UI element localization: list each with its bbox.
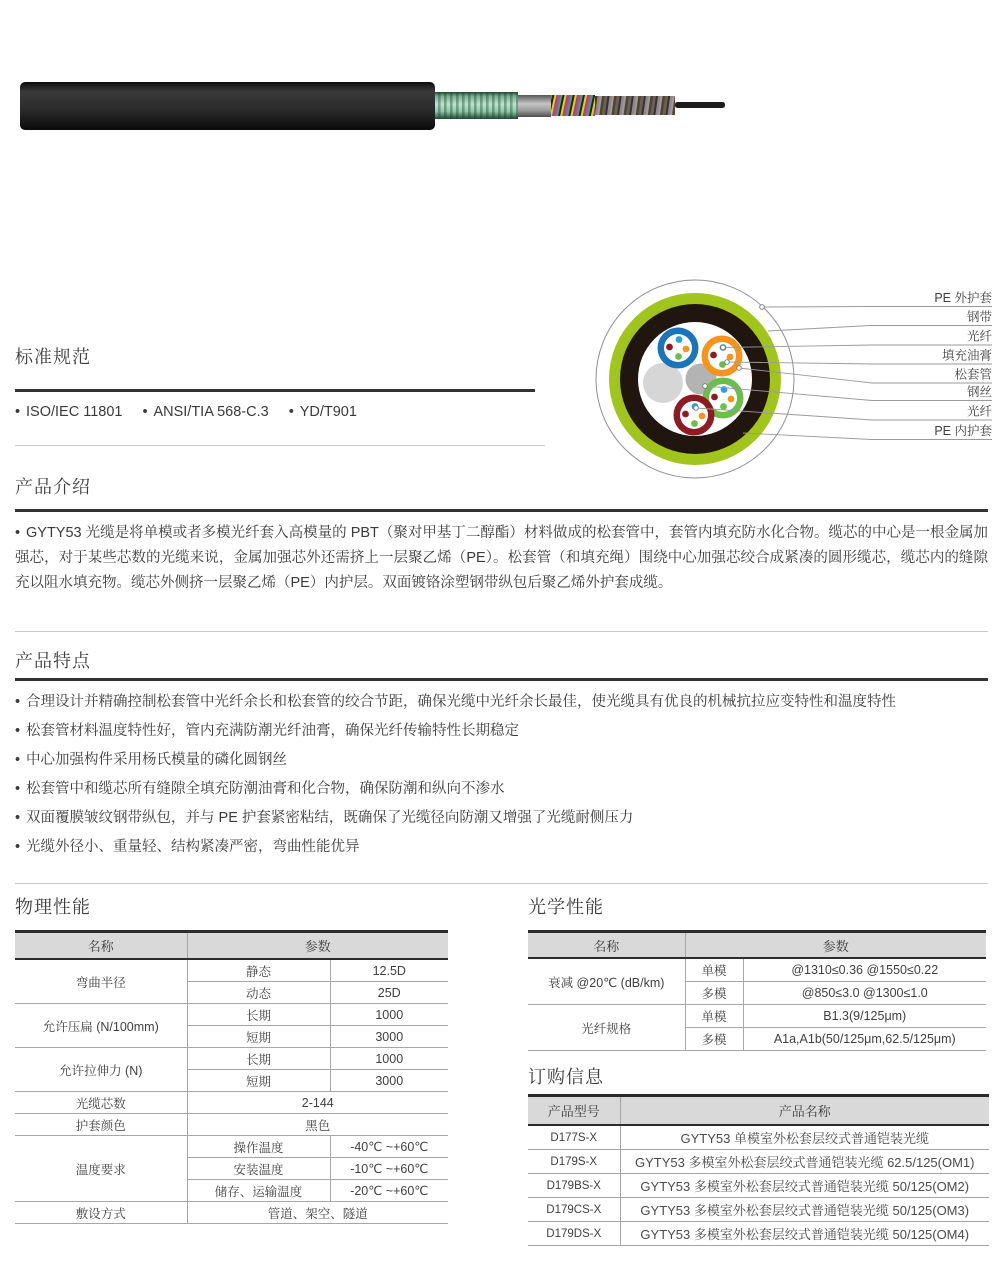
table-row: 光纤规格 单模 B1.3(9/125μm) xyxy=(528,1005,986,1028)
col-header-name: 名称 xyxy=(528,932,685,959)
intro-rule xyxy=(15,509,988,512)
cable-armor-corrugation xyxy=(435,92,518,119)
loose-tube-orange xyxy=(702,336,743,377)
ordering-title: 订购信息 xyxy=(528,1067,604,1087)
feature-item: • 中心加强构件采用杨氏模量的磷化圆钢丝 xyxy=(15,752,287,768)
standards-title: 标准规范 xyxy=(15,347,91,367)
feature-item: • 松套管材料温度特性好，管内充满防潮光纤油膏，确保光纤传输特性长期稳定 xyxy=(15,723,519,739)
col-header-model: 产品型号 xyxy=(528,1096,620,1126)
table-row: 衰减 @20℃ (dB/km) 单模 @1310≤0.36 @1550≤0.22 xyxy=(528,958,986,982)
intro-paragraph: • GYTY53 光缆是将单模或者多模光纤套入高模量的 PBT（聚对甲基丁二醇酯）材料做成的松套管中，套管内填充防水化合物。缆芯的中心是一根金属加强芯，对于某些芯数的光缆来说，金属加强芯外还需挤上一层聚乙烯（PE）。松套管（和填充绳）围绕中心加强芯绞合成紧凑的圆形缆芯，缆芯内的缝隙充以阻水填充物。缆芯外侧挤一层聚乙烯（PE）内护层。双面镀铬涂塑钢带纵包后聚乙烯外护套成缆。 xyxy=(15,525,988,591)
cable-central-strength-member xyxy=(675,102,725,108)
diagram-label-steel-tape: 钢带 xyxy=(966,310,992,324)
features-title: 产品特点 xyxy=(15,651,91,671)
table-row: 短期 3000 xyxy=(15,1070,448,1092)
cable-photo xyxy=(0,78,1000,138)
table-row: 安装温度 -10℃ ~+60℃ xyxy=(15,1158,448,1180)
table-row: 敷设方式 管道、架空、隧道 xyxy=(15,1202,448,1224)
features-divider xyxy=(15,883,988,884)
table-row: D179S-X GYTY53 多模室外松套层绞式普通铠装光缆 62.5/125(OM1) xyxy=(528,1150,989,1174)
diagram-label-filling-gel: 填充油膏 xyxy=(941,348,992,363)
intro-title: 产品介绍 xyxy=(15,477,91,497)
table-row: D177S-X GYTY53 单模室外松套层绞式普通铠装光缆 xyxy=(528,1125,989,1150)
standards-item: • YD/T901 xyxy=(288,404,357,420)
diagram-label-inner-sheath: PE 内护套 xyxy=(934,424,992,438)
table-row: 短期 3000 xyxy=(15,1026,448,1048)
loose-tube-red xyxy=(674,395,715,436)
ordering-table xyxy=(528,1094,989,1246)
col-header-name: 名称 xyxy=(15,932,187,960)
intro-divider xyxy=(15,631,988,632)
table-row: 弯曲半径 静态 12.5D xyxy=(15,959,448,982)
table-header-row xyxy=(528,932,986,959)
feature-item: • 光缆外径小、重量轻、结构紧凑严密，弯曲性能优异 xyxy=(15,839,360,855)
diagram-label-loose-tube: 松套管 xyxy=(954,367,992,382)
table-row: D179BS-X GYTY53 多模室外松套层绞式普通铠装光缆 50/125(OM2) xyxy=(528,1174,989,1198)
cable-loose-tubes xyxy=(551,95,595,116)
physical-table xyxy=(15,930,448,1224)
cable-inner-sheath-collar xyxy=(518,95,551,117)
standards-item: • ANSI/TIA 568-C.3 xyxy=(142,404,269,420)
cable-jacket xyxy=(20,82,435,130)
standards-list xyxy=(15,404,357,420)
features-rule xyxy=(15,678,988,681)
loose-tube-blue xyxy=(658,328,699,369)
cross-section-diagram xyxy=(568,266,998,498)
table-row: 光缆芯数 2-144 xyxy=(15,1092,448,1114)
table-row: 温度要求 操作温度 -40℃ ~+60℃ xyxy=(15,1136,448,1158)
col-header-param: 参数 xyxy=(685,932,986,959)
features-list xyxy=(15,690,988,864)
feature-item: • 合理设计并精确控制松套管中光纤余长和松套管的绞合节距，确保光缆中光纤余长最佳，使光缆具有优良的机械抗拉应变特性和温度特性 xyxy=(15,694,896,710)
table-row: 动态 25D xyxy=(15,982,448,1004)
feature-item: • 松套管中和缆芯所有缝隙全填充防潮油膏和化合物，确保防潮和纵向不渗水 xyxy=(15,781,505,797)
optical-table xyxy=(528,930,986,1051)
table-row: 允许压扁 (N/100mm) 长期 1000 xyxy=(15,1004,448,1026)
table-header-row xyxy=(15,932,448,960)
table-row: 储存、运输温度 -20℃ ~+60℃ xyxy=(15,1180,448,1202)
table-row: D179DS-X GYTY53 多模室外松套层绞式普通铠装光缆 50/125(OM4) xyxy=(528,1222,989,1246)
diagram-label-steel-wire: 钢丝 xyxy=(966,385,992,399)
physical-title: 物理性能 xyxy=(15,897,91,917)
col-header-param: 参数 xyxy=(187,932,448,960)
table-row: 允许拉伸力 (N) 长期 1000 xyxy=(15,1048,448,1070)
standards-rule xyxy=(15,389,535,392)
standards-divider xyxy=(15,445,545,446)
table-row: 多模 A1a,A1b(50/125μm,62.5/125μm) xyxy=(528,1028,986,1051)
diagram-label-fiber-1: 光纤 xyxy=(966,329,992,344)
table-row: 护套颜色 黑色 xyxy=(15,1114,448,1136)
feature-item: • 双面覆膜皱纹钢带纵包，并与 PE 护套紧密粘结，既确保了光缆径向防潮又增强了光缆耐侧压力 xyxy=(15,810,634,826)
optical-title: 光学性能 xyxy=(528,897,604,917)
diagram-label-outer-sheath: PE 外护套 xyxy=(934,291,992,305)
standards-item: • ISO/IEC 11801 xyxy=(15,404,123,420)
cable-twisted-fibers xyxy=(595,96,675,115)
table-row: D179CS-X GYTY53 多模室外松套层绞式普通铠装光缆 50/125(OM3) xyxy=(528,1198,989,1222)
table-header-row xyxy=(528,1096,989,1126)
diagram-label-fiber-2: 光纤 xyxy=(966,404,992,419)
col-header-product-name: 产品名称 xyxy=(620,1096,989,1126)
table-row: 多模 @850≤3.0 @1300≤1.0 xyxy=(528,982,986,1005)
steel-wire xyxy=(643,363,683,403)
